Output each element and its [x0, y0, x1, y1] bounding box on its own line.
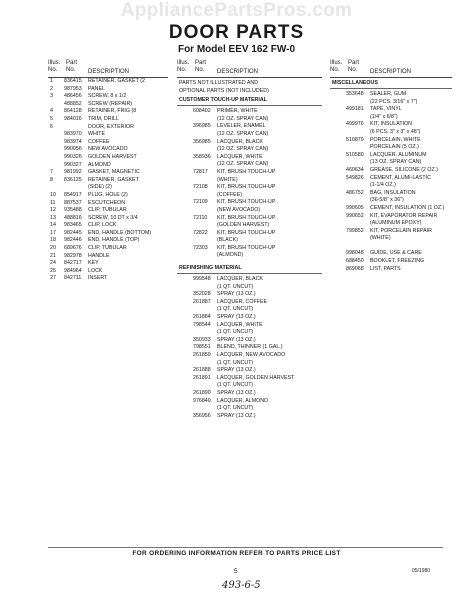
description-cell: (12 OZ. SPRAY CAN)	[217, 115, 269, 122]
part-no-cell: 499181	[346, 106, 364, 113]
description-cell: GUIDE, USE & CARE	[370, 250, 422, 257]
illus-no-cell: 25	[50, 267, 56, 274]
part-row	[330, 205, 452, 213]
part-no-cell: 990326	[64, 153, 82, 160]
description-cell: INSERT	[88, 275, 108, 282]
description-cell: NEW AVOCADO	[88, 146, 128, 153]
description-cell: SPRAY (13 OZ.)	[217, 389, 256, 396]
part-row	[48, 222, 168, 230]
part-row	[48, 237, 168, 245]
part-no-cell: 999548	[193, 276, 211, 283]
part-row	[330, 266, 452, 274]
description-cell: (WHITE)	[370, 235, 391, 242]
description-cell: (12 OZ. SPRAY CAN)	[217, 146, 269, 153]
description-cell: PORCELAIN, WHITE	[370, 136, 421, 143]
part-row	[177, 405, 322, 413]
part-row	[330, 167, 452, 175]
part-no-cell: 798551	[193, 344, 211, 351]
part-row	[177, 169, 322, 177]
part-row	[177, 108, 322, 116]
part-no-cell: 935488	[64, 207, 82, 214]
description-cell: GREASE, SILICONE (2 OZ.)	[370, 166, 438, 173]
illus-no-cell: 1	[50, 78, 53, 84]
part-row	[177, 252, 322, 260]
column-1-header	[48, 60, 168, 78]
part-row	[177, 382, 322, 390]
description-cell: KIT, INSULATION	[370, 121, 412, 128]
part-no-cell: 356985	[193, 138, 211, 145]
description-cell: (1 QT. UNCUT)	[217, 329, 254, 336]
part-row	[177, 344, 322, 352]
description-cell: GOLDEN HARVEST	[88, 153, 137, 160]
description-cell: (ALUMINUM EPOXY)	[370, 220, 422, 227]
part-no-cell: 72110	[193, 214, 208, 221]
part-no-cell: 842711	[64, 275, 82, 282]
description-cell: LACQUER, WHITE	[217, 153, 263, 160]
part-row	[177, 322, 322, 330]
description-cell: PORCELAIN (5 OZ.)	[370, 144, 419, 151]
description-cell: (12 OZ. SPRAY CAN)	[217, 130, 269, 137]
description-cell: KIT, BRUSH TOUCH-UP	[217, 168, 276, 175]
description-cell: SEALER, GUM	[370, 91, 407, 97]
description-header: DESCRIPTION	[217, 69, 259, 75]
description-cell: END, HANDLE (BOTTOM)	[88, 229, 152, 236]
part-no-cell: 984016	[64, 115, 82, 122]
description-cell: SCREW, 10 DT x 3/4	[88, 214, 138, 221]
illus-no-cell: 11	[50, 199, 56, 206]
part-no-cell: 869068	[346, 265, 364, 272]
description-cell: (1-1/4 OZ.)	[370, 182, 396, 189]
part-row	[330, 129, 452, 137]
column-1-rows	[48, 78, 168, 283]
description-cell: LACQUER, BLACK	[217, 138, 263, 145]
description-cell: CEMENT, INSULATION (1 OZ.)	[370, 204, 445, 211]
part-row	[330, 235, 452, 243]
page-title: DOOR PARTS	[168, 22, 305, 43]
part-no-cell: 990652	[346, 212, 364, 219]
part-row	[177, 337, 322, 345]
part-no-cell: 356956	[193, 412, 211, 419]
miscellaneous-rows	[330, 91, 452, 273]
description-cell: (1 QT. UNCUT)	[217, 283, 254, 290]
part-row	[48, 253, 168, 261]
description-cell: (GOLDEN HARVEST)	[217, 222, 270, 229]
description-cell: SPRAY (13 OZ.)	[217, 412, 256, 419]
part-no-cell: 261884	[193, 314, 211, 321]
illus-no-cell: 20	[50, 245, 56, 252]
part-row	[177, 276, 322, 284]
part-row	[177, 245, 322, 253]
refinishing-heading: REFINISHING MATERIAL	[177, 265, 322, 274]
part-row	[177, 314, 322, 322]
touchup-rows	[177, 108, 322, 260]
part-row	[48, 207, 168, 215]
intro-line: PARTS NOT ILLUSTRATED AND	[179, 80, 259, 86]
part-row	[177, 352, 322, 360]
illus-no-header: Illus. No.	[48, 60, 61, 73]
part-row	[177, 230, 322, 238]
part-no-cell: 842717	[64, 260, 82, 267]
illus-no-cell: 3	[50, 93, 53, 100]
part-row	[330, 190, 452, 198]
part-no-header: Part No.	[66, 60, 78, 73]
footer-divider	[48, 547, 443, 548]
part-row	[48, 177, 168, 185]
part-row	[330, 250, 452, 258]
part-no-cell: 499976	[346, 121, 364, 128]
parts-column-1	[48, 60, 168, 283]
part-no-cell: 688450	[346, 258, 364, 265]
part-row	[330, 114, 452, 122]
part-no-cell: 72303	[193, 244, 208, 251]
description-cell: (13 OZ. SPRAY CAN)	[370, 159, 422, 166]
description-cell: END, HANDLE (TOP)	[88, 237, 140, 244]
description-cell: (COFFEE)	[217, 191, 243, 198]
part-row	[177, 284, 322, 292]
illus-no-cell: 5	[50, 115, 53, 122]
part-row	[48, 169, 168, 177]
part-row	[330, 197, 452, 205]
part-row	[177, 291, 322, 299]
part-row	[330, 228, 452, 236]
description-cell: (36-5/8" x 36")	[370, 197, 404, 204]
part-row	[177, 299, 322, 307]
part-no-header: Part No.	[348, 60, 360, 73]
description-cell: WHITE	[88, 131, 106, 138]
part-row	[177, 367, 322, 375]
touchup-heading: CUSTOMER TOUCH-UP MATERIAL	[177, 97, 322, 106]
part-no-cell: 990056	[64, 146, 82, 153]
part-row	[177, 306, 322, 314]
description-cell: CLIP, TUBULAR	[88, 207, 127, 214]
description-cell: (1 QT. UNCUT)	[217, 382, 254, 389]
part-row	[48, 230, 168, 238]
description-cell: (22 PCS. 3/16" x 7")	[370, 98, 418, 105]
part-no-cell: 72822	[193, 229, 208, 236]
description-cell: SCREW (REPAIR)	[88, 100, 133, 107]
illus-no-cell: 6	[50, 123, 53, 130]
description-cell: LACQUER, COFFEE	[217, 298, 268, 305]
description-cell: SPRAY (13 OZ.)	[217, 314, 256, 321]
part-row	[330, 99, 452, 107]
part-no-cell: 854917	[64, 191, 82, 198]
illus-no-cell: 10	[50, 191, 56, 198]
description-cell: KEY	[88, 260, 99, 267]
illus-no-cell: 12	[50, 207, 56, 214]
description-cell: KIT, BRUSH TOUCH-UP	[217, 229, 276, 236]
refinishing-rows	[177, 276, 322, 420]
description-cell: LIST, PARTS	[370, 265, 401, 272]
description-cell: LOCK	[88, 267, 103, 274]
handwritten-note: 493-6-5	[222, 580, 261, 591]
part-row	[177, 192, 322, 200]
part-no-cell: 799852	[346, 227, 364, 234]
description-cell: SPRAY (13 OZ.)	[217, 367, 256, 374]
description-cell: (BLACK)	[217, 237, 238, 244]
part-row	[177, 146, 322, 154]
page-number: 5	[234, 568, 238, 575]
part-no-cell: 261859	[193, 352, 211, 358]
part-row	[330, 220, 452, 228]
part-row	[48, 184, 168, 192]
part-no-cell: 261891	[193, 374, 211, 381]
column-3-header	[330, 60, 452, 78]
part-no-cell: 486456	[64, 93, 82, 100]
description-cell: (1 QT. UNCUT)	[217, 405, 254, 412]
intro-line: OPTIONAL PARTS (NOT INCLUDED)	[179, 87, 269, 94]
parts-column-2	[177, 60, 322, 420]
description-cell: GASKET, MAGNETIC	[88, 169, 140, 176]
part-no-cell: 72817	[193, 168, 208, 175]
part-row	[177, 184, 322, 192]
description-cell: RETAINER, GASKET (2	[88, 78, 145, 84]
part-no-cell: 396985	[193, 123, 211, 130]
part-no-cell: 990327	[64, 161, 82, 168]
description-cell: ESCUTCHEON	[88, 199, 126, 206]
part-no-cell: 608402	[193, 108, 211, 115]
part-row	[177, 398, 322, 406]
description-cell: RETAINER, FRIG (8	[88, 108, 137, 115]
part-no-cell: 261888	[193, 367, 211, 374]
description-cell: (1 QT. UNCUT)	[217, 359, 254, 366]
part-row	[48, 268, 168, 276]
illus-no-cell: 7	[50, 169, 53, 176]
part-row	[48, 131, 168, 139]
part-row	[177, 222, 322, 230]
part-row	[48, 215, 168, 223]
part-no-cell: 486752	[346, 189, 364, 196]
page-subtitle: For Model EEV 162 FW-0	[177, 44, 296, 55]
description-cell: KIT, BRUSH TOUCH-UP	[217, 214, 276, 221]
part-row	[177, 199, 322, 207]
miscellaneous-heading: MISCELLANEOUS	[330, 80, 452, 89]
part-row	[48, 245, 168, 253]
part-no-cell: 887537	[64, 199, 82, 206]
part-no-cell: 798544	[193, 321, 211, 328]
illus-no-cell: 21	[50, 252, 56, 259]
part-row	[48, 154, 168, 162]
part-no-cell: 998048	[346, 250, 364, 257]
description-cell: SCREW, 8 x 1/2	[88, 93, 127, 100]
description-header: DESCRIPTION	[370, 69, 412, 75]
part-row	[177, 177, 322, 185]
part-no-cell: 984964	[64, 267, 82, 274]
description-cell: CEMENT, ALUMI-LASTIC	[370, 174, 431, 181]
description-cell: HANDLE	[88, 252, 110, 259]
part-no-cell: 983970	[64, 131, 82, 138]
part-row	[48, 275, 168, 283]
part-no-cell: 983465	[64, 222, 82, 229]
description-cell: CLIP, LOCK	[88, 222, 117, 229]
date-code: 05/1980	[412, 568, 431, 574]
part-row	[48, 78, 168, 86]
part-no-cell: 983974	[64, 138, 82, 145]
part-row	[330, 243, 452, 251]
description-cell: (6 PCS. 3" x 3" x 48")	[370, 128, 421, 135]
part-no-cell: 689676	[64, 245, 82, 252]
part-row	[177, 116, 322, 124]
part-row	[330, 213, 452, 221]
description-cell: SPRAY (13 OZ.)	[217, 291, 256, 298]
description-cell: LACQUER, WHITE	[217, 321, 263, 328]
illus-no-cell: 24	[50, 260, 56, 267]
part-no-cell: 976840	[193, 397, 211, 404]
description-cell: (12 OZ. SPRAY CAN)	[217, 161, 269, 168]
part-no-cell: 982446	[64, 237, 82, 244]
part-no-cell: 72109	[193, 199, 208, 206]
part-row	[48, 116, 168, 124]
part-row	[48, 86, 168, 94]
part-row	[330, 182, 452, 190]
part-row	[177, 375, 322, 383]
description-cell: (ALMOND)	[217, 252, 244, 259]
column-2-header	[177, 60, 322, 78]
description-cell: LACQUER, BLACK	[217, 276, 263, 283]
part-row	[330, 159, 452, 167]
part-row	[330, 106, 452, 114]
part-row	[177, 237, 322, 245]
part-no-cell: 353648	[346, 91, 364, 97]
part-row	[177, 139, 322, 147]
part-no-cell: 836415	[64, 78, 82, 84]
part-row	[48, 101, 168, 109]
description-cell: LACQUER, GOLDEN HARVEST	[217, 374, 295, 381]
illus-no-cell: 8	[50, 176, 53, 183]
part-row	[177, 123, 322, 131]
description-cell: KIT, BRUSH TOUCH-UP	[217, 184, 276, 191]
ordering-note: FOR ORDERING INFORMATION REFER TO PARTS PRICE LIST	[132, 550, 341, 557]
part-row	[330, 137, 452, 145]
part-no-cell: 990605	[346, 204, 364, 211]
part-no-cell: 350933	[193, 336, 211, 343]
part-no-header: Part No.	[195, 60, 207, 73]
part-row	[48, 146, 168, 154]
part-row	[330, 91, 452, 99]
part-no-cell: 864128	[64, 108, 82, 115]
description-cell: KIT, EVAPORATOR REPAIR	[370, 212, 438, 219]
description-cell: KIT, BRUSH TOUCH-UP	[217, 199, 276, 206]
description-cell: KIT, BRUSH TOUCH-UP	[217, 244, 276, 251]
part-row	[48, 162, 168, 170]
part-no-cell: 488816	[64, 214, 82, 221]
part-row	[48, 93, 168, 101]
illus-no-cell: 27	[50, 275, 56, 282]
part-no-cell: 982445	[64, 229, 82, 236]
part-no-cell: 358936	[193, 153, 211, 160]
part-no-cell: 460634	[346, 166, 364, 173]
illus-no-cell: 14	[50, 222, 56, 229]
part-no-cell: 261890	[193, 389, 211, 396]
description-cell: BLEND, THINNER (1 GAL.)	[217, 344, 283, 351]
watermark: AppliancePartsPros.com	[120, 0, 353, 21]
part-no-cell: 510879	[346, 136, 364, 143]
part-no-cell: 981992	[64, 169, 82, 176]
part-no-cell: 987953	[64, 85, 82, 92]
part-row	[330, 152, 452, 160]
optional-parts-intro	[177, 80, 322, 95]
part-no-cell: 982978	[64, 252, 82, 259]
description-cell: CLIP, TUBULAR	[88, 245, 127, 252]
description-cell: (NEW AVOCADO)	[217, 206, 261, 213]
part-no-cell: 488852	[64, 100, 82, 107]
part-row	[330, 144, 452, 152]
description-cell: (1/4" x 6/8")	[370, 113, 398, 120]
description-cell: (SIDE) (2)	[88, 184, 112, 191]
part-no-cell: 510580	[346, 151, 364, 158]
description-cell: PANEL	[88, 85, 105, 92]
description-cell: SPRAY (13 OZ.)	[217, 336, 256, 343]
part-row	[48, 124, 168, 132]
part-row	[177, 215, 322, 223]
part-row	[48, 192, 168, 200]
part-row	[48, 260, 168, 268]
part-row	[48, 108, 168, 116]
description-cell: PRIMER, WHITE	[217, 108, 258, 115]
part-row	[48, 139, 168, 147]
part-row	[177, 360, 322, 368]
part-row	[177, 390, 322, 398]
description-cell: KIT, PORCELAIN REPAIR	[370, 227, 433, 234]
part-row	[330, 175, 452, 183]
description-cell: PLUG, HOLE (2)	[88, 191, 128, 198]
description-cell: LACQUER, NEW AVOCADO	[217, 352, 286, 358]
description-cell: DOOR, EXTERIOR	[88, 123, 134, 130]
part-row	[177, 207, 322, 215]
part-row	[177, 131, 322, 139]
parts-column-3	[330, 60, 452, 273]
part-row	[177, 161, 322, 169]
description-cell: (WHITE)	[217, 176, 238, 183]
description-cell: TRIM, DRILL	[88, 115, 119, 122]
description-cell: LACQUER, ALMOND	[217, 397, 268, 404]
description-cell: BAG, INSULATION	[370, 189, 416, 196]
description-header: DESCRIPTION	[88, 69, 130, 75]
part-row	[48, 200, 168, 208]
illus-no-cell: 13	[50, 214, 56, 221]
description-cell: RETAINER, GASKET	[88, 176, 139, 183]
part-no-cell: 352028	[193, 291, 211, 298]
description-cell: TAPE, VINYL	[370, 106, 402, 113]
part-row	[177, 329, 322, 337]
part-row	[177, 154, 322, 162]
part-row	[330, 258, 452, 266]
part-row	[330, 121, 452, 129]
illus-no-cell: 18	[50, 237, 56, 244]
description-cell: BOOKLET, FREEZING	[370, 258, 425, 265]
illus-no-cell: 4	[50, 108, 53, 115]
illus-no-cell: 17	[50, 229, 56, 236]
illus-no-cell: 2	[50, 85, 53, 92]
illus-no-header: Illus. No.	[330, 60, 343, 73]
description-cell: COFFEE	[88, 138, 110, 145]
description-cell: LACQUER, ALUMINUM	[370, 151, 427, 158]
description-cell: (1 QT. UNCUT)	[217, 306, 254, 313]
description-cell: LEVELER, ENAMEL	[217, 123, 266, 130]
part-no-cell: 72108	[193, 184, 208, 191]
illus-no-header: Illus. No.	[177, 60, 190, 73]
part-no-cell: 549826	[346, 174, 364, 181]
part-no-cell: 261887	[193, 298, 211, 305]
part-row	[177, 413, 322, 421]
part-no-cell: 836125	[64, 176, 82, 183]
description-cell: ALMOND	[88, 161, 111, 168]
